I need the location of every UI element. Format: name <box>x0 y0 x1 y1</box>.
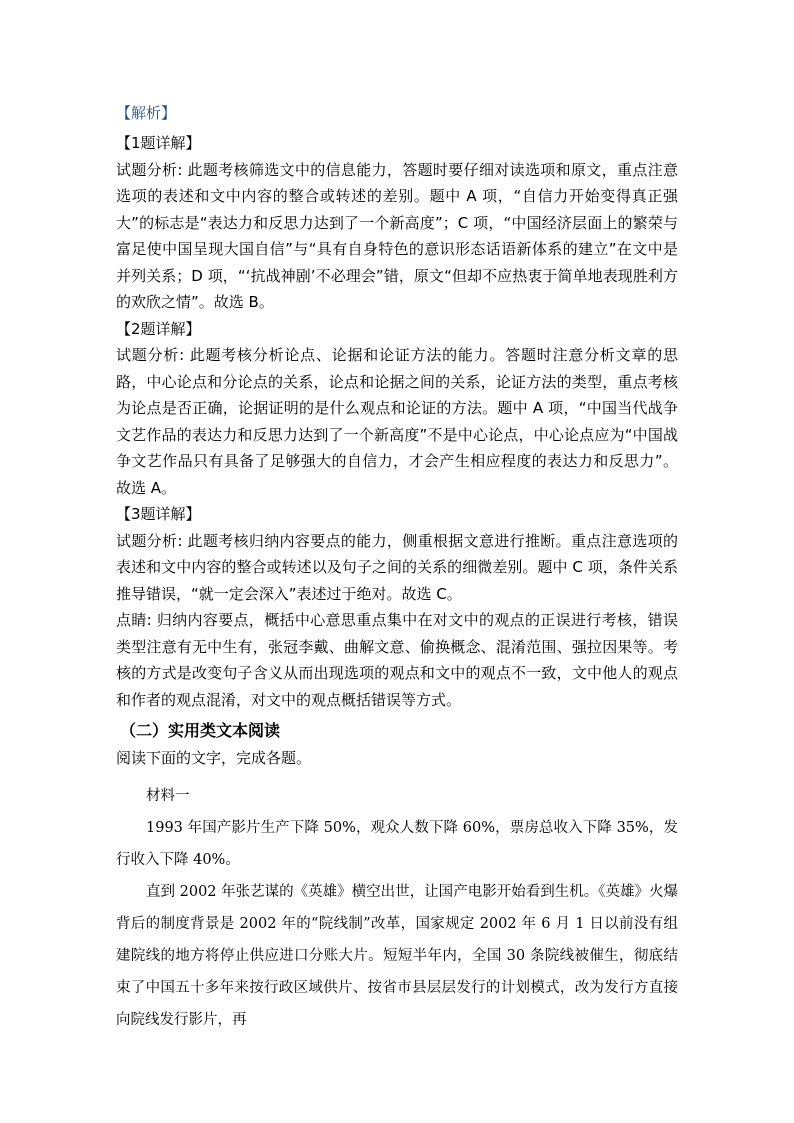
q3-heading: 【3题详解】 <box>116 505 201 523</box>
material-paragraph-1: 1993 年国产影片生产下降 50%，观众人数下降 60%，票房总收入下降 35%，发行收入下降 40%。 <box>116 819 678 868</box>
q2-heading: 【2题详解】 <box>116 319 201 338</box>
analysis-heading: 【解析】 <box>116 104 177 122</box>
section-title: （二）实用类文本阅读 <box>120 721 281 740</box>
document-page <box>116 100 678 1036</box>
q1-heading: 【1题详解】 <box>116 134 201 152</box>
q1-analysis-text: 试题分析: 此题考核筛选文中的信息能力，答题时要仔细对读选项和原文，重点注意选项的表述和文中内容的整合或转述的差别。题中 A 项，“自信力开始变得真正强大”的标志是“表达力和反思力达到了一个新高度”；C 项，“中国经济层面上的繁荣与富足使中国呈现大国自信”与“具有自身特色的意识形态话语新体系的建立”在文中是并列关系；D 项，“‘抗战神剧’不必理会”错，原文“但却不应热衷于简单地表现胜利方的欢欣之情”。故选 B。 <box>116 160 678 311</box>
material-paragraph-2: 直到 2002 年张艺谋的《英雄》横空出世，让国产电影开始看到生机。《英雄》火爆背后的制度背景是 2002 年的“院线制”改革，国家规定 2002 年 6 月 1 日以前没有组建院线的地方将停止供应进口分账大片。短短半年内，全国 30 条院线被催生，彻底结束了中国五十多年来按行政区域供片、按省市县层层发行的计划模式，改为发行方直接向院线发行影片，再 <box>116 883 678 1028</box>
q3-analysis-text: 试题分析: 此题考核归纳内容要点的能力，侧重根据文意进行推断。重点注意选项的表述和文中内容的整合或转述以及句子之间的关系的细微差别。题中 C 项，条件关系推导错误，“就一定会深入”表述过于绝对。故选 C。 <box>116 531 678 603</box>
section-instruction: 阅读下面的文字，完成各题。 <box>116 749 312 767</box>
material-label: 材料一 <box>146 787 190 804</box>
q2-analysis-text: 试题分析: 此题考核分析论点、论据和论证方法的能力。答题时注意分析文章的思路，中心论点和分论点的关系，论点和论据之间的关系，论证方法的类型，重点考核为论点是否正确，论据证明的是什么观点和论证的方法。题中 A 项，“中国当代战争文艺作品的表达力和反思力达到了一个新高度”不是中心论点，中心论点应为“中国战争文艺作品只有具备了足够强大的自信力，才会产生相应程度的表达力和反思力”。故选 A。 <box>116 346 678 497</box>
q3-note-text: 点睛: 归纳内容要点，概括中心意思重点集中在对文中的观点的正误进行考核，错误类型注意有无中生有，张冠李戴、曲解文意、偷换概念、混淆范围、强拉因果等。考核的方式是改变句子含义从而出现选项的观点和文中的观点不一致，文中他人的观点和作者的观点混淆，对文中的观点概括错误等方式。 <box>116 611 678 709</box>
